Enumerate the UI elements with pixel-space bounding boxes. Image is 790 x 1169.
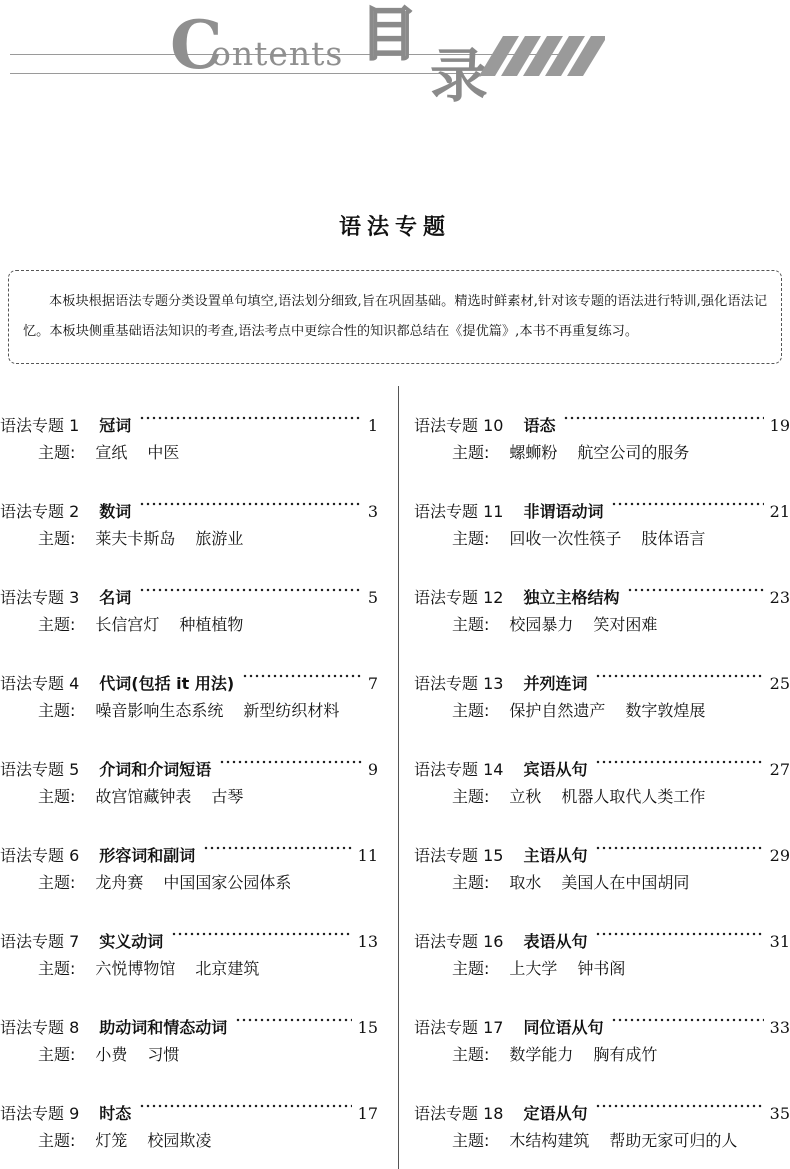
dot-leader — [563, 388, 763, 431]
contents-cn-char-1: 目 — [360, 0, 419, 68]
topic-number: 语法专题 4 — [0, 674, 80, 693]
intro-text — [23, 287, 767, 347]
toc-entry-themes — [0, 603, 378, 646]
theme-topic: 故宫馆藏钟表 — [95, 787, 192, 806]
toc-entry-themes — [414, 603, 790, 646]
contents-word: ontents — [211, 34, 344, 73]
topic-name: 助动词和情态动词 — [99, 1018, 228, 1037]
theme-topic: 笑对困难 — [593, 615, 658, 634]
theme-topic: 新型纺织材料 — [243, 701, 340, 720]
toc-entry[interactable] — [414, 904, 790, 990]
dot-leader — [595, 818, 763, 861]
theme-label: 主题: — [38, 873, 76, 892]
toc-entry[interactable] — [0, 560, 378, 646]
theme-label: 主题: — [452, 873, 490, 892]
theme-topic: 上大学 — [509, 959, 558, 978]
toc-entry-heading[interactable] — [0, 474, 378, 521]
page-number: 11 — [357, 846, 378, 865]
theme-topic: 小费 — [95, 1045, 128, 1064]
topic-number: 语法专题 7 — [0, 932, 80, 951]
topic-name: 代词(包括 it 用法) — [99, 674, 235, 693]
toc-entry-heading[interactable] — [0, 990, 378, 1037]
page-number: 9 — [367, 760, 378, 779]
topic-name: 表语从句 — [523, 932, 588, 951]
toc-right-column — [414, 388, 790, 1162]
page-number: 33 — [769, 1018, 790, 1037]
theme-topic: 钟书阁 — [577, 959, 626, 978]
theme-label: 主题: — [38, 701, 76, 720]
theme-topic: 数字敦煌展 — [625, 701, 706, 720]
toc-entry[interactable] — [414, 990, 790, 1076]
dot-leader — [627, 560, 763, 603]
page-number: 25 — [769, 674, 790, 693]
toc-left-column — [0, 388, 378, 1162]
toc-entry-themes — [414, 1119, 790, 1162]
theme-topic: 胸有成竹 — [593, 1045, 658, 1064]
theme-topic: 长信宫灯 — [95, 615, 160, 634]
toc-entry[interactable] — [414, 732, 790, 818]
topic-name: 同位语从句 — [523, 1018, 604, 1037]
dot-leader — [595, 732, 763, 775]
theme-topic: 肢体语言 — [641, 529, 706, 548]
topic-number: 语法专题 18 — [414, 1104, 504, 1123]
toc-entry-heading[interactable] — [0, 904, 378, 951]
toc-entry-heading[interactable] — [414, 646, 790, 693]
page-number: 23 — [769, 588, 790, 607]
toc-entry[interactable] — [0, 474, 378, 560]
toc-entry[interactable] — [0, 388, 378, 474]
toc-entry-heading[interactable] — [414, 990, 790, 1037]
theme-label: 主题: — [452, 701, 490, 720]
theme-topic: 龙舟赛 — [95, 873, 144, 892]
theme-topic: 回收一次性筷子 — [509, 529, 622, 548]
topic-number: 语法专题 16 — [414, 932, 504, 951]
dot-leader — [219, 732, 362, 775]
dot-leader — [242, 646, 362, 689]
topic-name: 实义动词 — [99, 932, 164, 951]
topic-number: 语法专题 14 — [414, 760, 504, 779]
dot-leader — [595, 904, 763, 947]
dot-leader — [611, 990, 763, 1033]
toc-entry-heading[interactable] — [414, 560, 790, 607]
topic-number: 语法专题 17 — [414, 1018, 504, 1037]
toc-entry[interactable] — [0, 1076, 378, 1162]
topic-name: 宾语从句 — [523, 760, 588, 779]
topic-name: 非谓语动词 — [523, 502, 604, 521]
page-number: 35 — [769, 1104, 790, 1123]
topic-name: 主语从句 — [523, 846, 588, 865]
topic-number: 语法专题 8 — [0, 1018, 80, 1037]
toc-entry-themes — [0, 1119, 378, 1162]
theme-topic: 保护自然遗产 — [509, 701, 606, 720]
theme-topic: 机器人取代人类工作 — [561, 787, 706, 806]
theme-label: 主题: — [38, 529, 76, 548]
topic-number: 语法专题 10 — [414, 416, 504, 435]
toc-entry-themes — [414, 689, 790, 732]
theme-label: 主题: — [38, 1045, 76, 1064]
toc-entry-heading[interactable] — [0, 560, 378, 607]
page-number: 7 — [367, 674, 378, 693]
dot-leader — [595, 1076, 763, 1119]
page-number: 31 — [769, 932, 790, 951]
toc-entry-heading[interactable] — [414, 474, 790, 521]
page-number: 5 — [367, 588, 378, 607]
toc-entry-heading[interactable] — [414, 732, 790, 779]
toc-entry-themes — [0, 517, 378, 560]
toc-entry-heading[interactable] — [414, 904, 790, 951]
toc-entry[interactable] — [0, 990, 378, 1076]
topic-number: 语法专题 11 — [414, 502, 504, 521]
theme-label: 主题: — [452, 529, 490, 548]
toc-entry[interactable] — [414, 1076, 790, 1162]
dot-leader — [595, 646, 763, 689]
topic-name: 独立主格结构 — [523, 588, 620, 607]
theme-label: 主题: — [452, 615, 490, 634]
topic-name: 名词 — [99, 588, 132, 607]
topic-name: 定语从句 — [523, 1104, 588, 1123]
page-number: 21 — [769, 502, 790, 521]
topic-number: 语法专题 3 — [0, 588, 80, 607]
toc-entry[interactable] — [414, 818, 790, 904]
theme-topic: 中医 — [147, 443, 180, 462]
theme-topic: 习惯 — [147, 1045, 180, 1064]
topic-number: 语法专题 15 — [414, 846, 504, 865]
theme-topic: 种植植物 — [179, 615, 244, 634]
theme-topic: 旅游业 — [195, 529, 244, 548]
toc-entry-themes — [0, 861, 378, 904]
toc-entry-themes — [0, 947, 378, 990]
contents-header — [0, 0, 790, 120]
theme-label: 主题: — [38, 1131, 76, 1150]
toc-entry-themes — [414, 775, 790, 818]
theme-topic: 北京建筑 — [195, 959, 260, 978]
page-number: 29 — [769, 846, 790, 865]
toc-entry-themes — [0, 775, 378, 818]
theme-topic: 螺蛳粉 — [509, 443, 558, 462]
page-number: 15 — [357, 1018, 378, 1037]
topic-name: 形容词和副词 — [99, 846, 196, 865]
dot-leader — [203, 818, 351, 861]
intro-line-2: 强化语法记忆。本板块侧重基础语法知识的考查,语法考点中更综合性的知识都总结在《提优篇》,本书不再重复练习。 — [23, 294, 768, 339]
toc-entry[interactable] — [414, 474, 790, 560]
toc-entry-heading[interactable] — [0, 646, 378, 693]
header-rule-bottom — [10, 73, 480, 74]
toc-entry[interactable] — [414, 560, 790, 646]
intro-line-1: 本板块根据语法专题分类设置单句填空,语法划分细致,旨在巩固基础。精选时鲜素材,针对该专题的语法进行特训, — [49, 294, 701, 309]
toc-entry-themes — [414, 947, 790, 990]
toc-entry-heading[interactable] — [414, 818, 790, 865]
toc-entry[interactable] — [0, 646, 378, 732]
theme-label: 主题: — [452, 959, 490, 978]
theme-topic: 灯笼 — [95, 1131, 128, 1150]
contents-initial-letter: C — [170, 6, 221, 84]
topic-name: 冠词 — [99, 416, 132, 435]
toc-entry-themes — [414, 517, 790, 560]
topic-name: 介词和介词短语 — [99, 760, 212, 779]
diagonal-stripes-icon — [475, 36, 605, 76]
theme-label: 主题: — [452, 443, 490, 462]
theme-label: 主题: — [38, 615, 76, 634]
theme-label: 主题: — [452, 787, 490, 806]
section-title: 语法专题 — [338, 214, 451, 240]
dot-leader — [611, 474, 763, 517]
page-number: 19 — [769, 416, 790, 435]
topic-number: 语法专题 12 — [414, 588, 504, 607]
theme-topic: 立秋 — [509, 787, 542, 806]
theme-topic: 取水 — [509, 873, 542, 892]
theme-topic: 帮助无家可归的人 — [609, 1131, 738, 1150]
page-number: 17 — [357, 1104, 378, 1123]
topic-name: 语态 — [523, 416, 556, 435]
toc-entry-heading[interactable] — [0, 732, 378, 779]
intro-box — [8, 270, 782, 364]
toc-entry-themes — [0, 689, 378, 732]
toc-entry-themes — [414, 861, 790, 904]
toc-entry[interactable] — [0, 732, 378, 818]
column-divider — [398, 386, 399, 1169]
theme-topic: 噪音影响生态系统 — [95, 701, 224, 720]
theme-label: 主题: — [452, 1131, 490, 1150]
toc-entry[interactable] — [414, 388, 790, 474]
page-number: 13 — [357, 932, 378, 951]
toc-entry[interactable] — [414, 646, 790, 732]
topic-number: 语法专题 1 — [0, 416, 80, 435]
toc-entry-heading[interactable] — [0, 818, 378, 865]
toc-entry-themes — [414, 431, 790, 474]
page-number: 1 — [367, 416, 378, 435]
theme-topic: 古琴 — [211, 787, 244, 806]
theme-topic: 中国国家公园体系 — [163, 873, 292, 892]
toc-entry-heading[interactable] — [414, 1076, 790, 1123]
topic-number: 语法专题 5 — [0, 760, 80, 779]
dot-leader — [139, 1076, 351, 1119]
theme-label: 主题: — [38, 959, 76, 978]
theme-topic: 六悦博物馆 — [95, 959, 176, 978]
page-number: 27 — [769, 760, 790, 779]
dot-leader — [171, 904, 351, 947]
theme-topic: 美国人在中国胡同 — [561, 873, 690, 892]
topic-number: 语法专题 9 — [0, 1104, 80, 1123]
toc-entry-heading[interactable] — [0, 1076, 378, 1123]
toc-entry-themes — [0, 431, 378, 474]
topic-name: 并列连词 — [523, 674, 588, 693]
toc-entry[interactable] — [0, 904, 378, 990]
theme-topic: 宣纸 — [95, 443, 128, 462]
theme-topic: 莱夫卡斯岛 — [95, 529, 176, 548]
dot-leader — [139, 560, 362, 603]
contents-cn-char-2: 录 — [430, 42, 489, 110]
theme-label: 主题: — [452, 1045, 490, 1064]
topic-number: 语法专题 2 — [0, 502, 80, 521]
theme-topic: 校园欺凌 — [147, 1131, 212, 1150]
topic-number: 语法专题 6 — [0, 846, 80, 865]
toc-entry-heading[interactable] — [414, 388, 790, 435]
topic-name: 数词 — [99, 502, 132, 521]
theme-topic: 木结构建筑 — [509, 1131, 590, 1150]
topic-name: 时态 — [99, 1104, 132, 1123]
toc-entry-themes — [414, 1033, 790, 1076]
dot-leader — [139, 388, 362, 431]
topic-number: 语法专题 13 — [414, 674, 504, 693]
theme-topic: 数学能力 — [509, 1045, 574, 1064]
theme-topic: 校园暴力 — [509, 615, 574, 634]
theme-label: 主题: — [38, 443, 76, 462]
dot-leader — [235, 990, 351, 1033]
theme-label: 主题: — [38, 787, 76, 806]
toc-entry[interactable] — [0, 818, 378, 904]
theme-topic: 航空公司的服务 — [577, 443, 690, 462]
dot-leader — [139, 474, 362, 517]
page-number: 3 — [367, 502, 378, 521]
toc-entry-heading[interactable] — [0, 388, 378, 435]
